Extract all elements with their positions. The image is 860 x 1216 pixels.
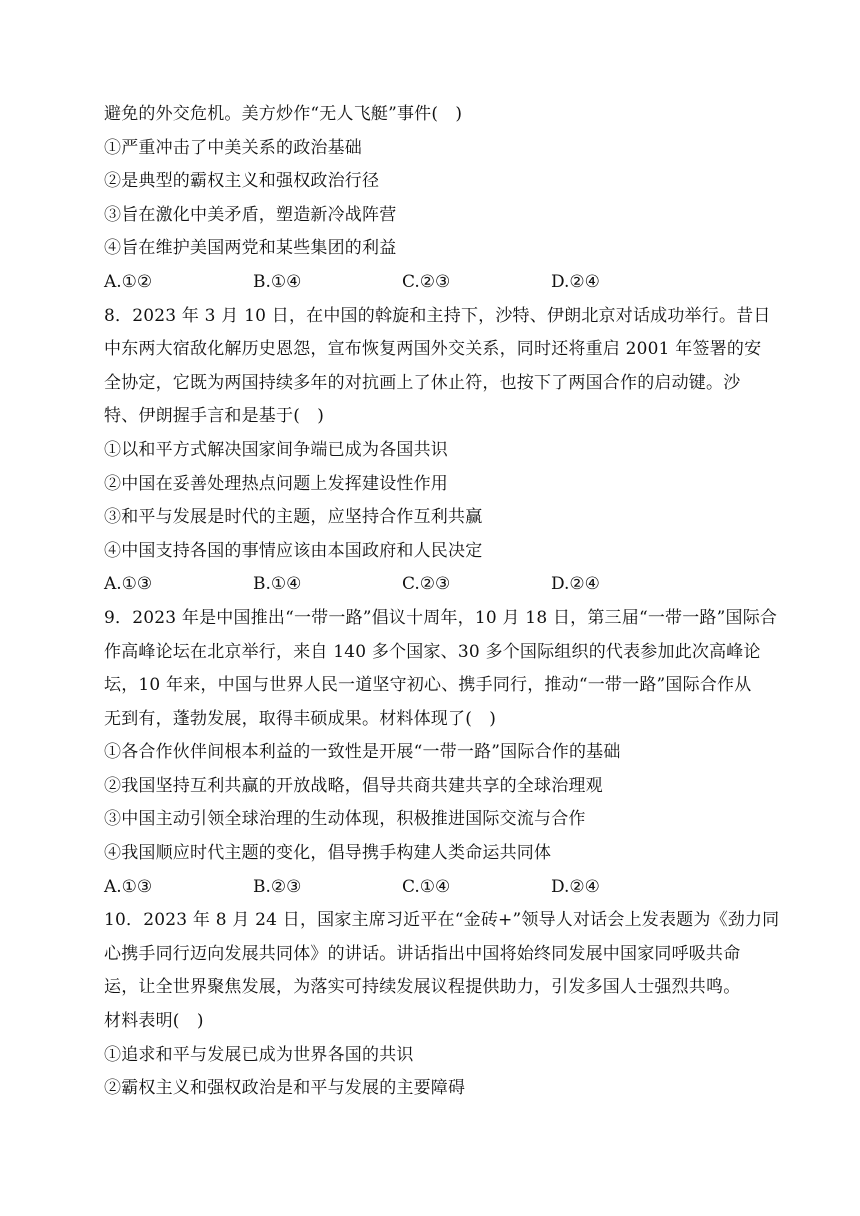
answer-statement: ①严重冲击了中美关系的政治基础 xyxy=(104,137,362,158)
answer-statement: ①追求和平与发展已成为世界各国的共识 xyxy=(104,1044,414,1065)
choice-d: D.②④ xyxy=(551,574,600,595)
answer-statement: ②中国在妥善处理热点问题上发挥建设性作用 xyxy=(104,473,448,494)
answer-statement: ③旨在激化中美矛盾，塑造新冷战阵营 xyxy=(104,204,397,225)
question-stem-line: 坛，10 年来，中国与世界人民一道坚守初心、携手同行，推动“一带一路”国际合作从 xyxy=(104,675,752,696)
answer-statement: ④我国顺应时代主题的变化，倡导携手构建人类命运共同体 xyxy=(104,843,552,864)
answer-statement: ①以和平方式解决国家间争端已成为各国共识 xyxy=(104,439,448,460)
answer-statement: ②霸权主义和强权政治是和平与发展的主要障碍 xyxy=(104,1078,466,1099)
question-stem-line: 避免的外交危机。美方炒作“无人飞艇”事件( ) xyxy=(104,104,463,124)
answer-statement: ①各合作伙伴间根本利益的一致性是开展“一带一路”国际合作的基础 xyxy=(104,742,621,763)
answer-statement: ②是典型的霸权主义和强权政治行径 xyxy=(104,171,380,192)
question-stem-line: 全协定，它既为两国持续多年的对抗画上了休止符，也按下了两国合作的启动键。沙 xyxy=(104,372,741,393)
question-stem-line: 无到有，蓬勃发展，取得丰硕成果。材料体现了( ) xyxy=(104,708,497,729)
choice-options xyxy=(104,871,764,905)
answer-statement: ②我国坚持互利共赢的开放战略，倡导共商共建共享的全球治理观 xyxy=(104,775,603,796)
choice-a: A.①③ xyxy=(104,574,153,595)
question-stem-line: 材料表明( ) xyxy=(104,1011,204,1032)
question-stem-line: 中东两大宿敌化解历史恩怨，宣布恢复两国外交关系，同时还将重启 2001 年签署的安 xyxy=(104,339,762,360)
choice-c: C.②③ xyxy=(402,574,451,595)
choice-a: A.①② xyxy=(104,271,153,292)
choice-a: A.①③ xyxy=(104,876,153,897)
question-stem-line: 运，让全世界聚焦发展，为落实可持续发展议程提供助力，引发多国人士强烈共鸣。 xyxy=(104,977,741,998)
answer-statement: ③中国主动引领全球治理的生动体现，积极推进国际交流与合作 xyxy=(104,809,586,830)
answer-statement: ③和平与发展是时代的主题，应坚持合作互利共赢 xyxy=(104,507,483,528)
question-stem-line: 作高峰论坛在北京举行，来自 140 多个国家、30 多个国际组织的代表参加此次高峰论 xyxy=(104,641,761,662)
question-stem-line: 心携手同行迈向发展共同体》的讲话。讲话指出中国将始终同发展中国家同呼吸共命 xyxy=(104,943,741,964)
choice-options xyxy=(104,568,764,602)
question-stem-line: 9．2023 年是中国推出“一带一路”倡议十周年，10 月 18 日，第三届“一带一路”国际合 xyxy=(104,607,778,628)
question-10 xyxy=(104,904,780,1106)
choice-c: C.②③ xyxy=(402,271,451,292)
choice-b: B.①④ xyxy=(253,574,302,595)
choice-d: D.②④ xyxy=(551,271,600,292)
question-stem-line: 8．2023 年 3 月 10 日，在中国的斡旋和主持下，沙特、伊朗北京对话成功举行。昔日 xyxy=(104,305,771,326)
choice-b: B.②③ xyxy=(253,876,302,897)
question-7 xyxy=(104,98,764,300)
question-stem-line: 10．2023 年 8 月 24 日，国家主席习近平在“金砖+”领导人对话会上发表题为《劲力同 xyxy=(104,910,780,931)
question-stem-line: 特、伊朗握手言和是基于( ) xyxy=(104,406,325,427)
choice-options xyxy=(104,266,764,300)
question-8 xyxy=(104,300,771,602)
choice-d: D.②④ xyxy=(551,876,600,897)
choice-b: B.①④ xyxy=(253,271,302,292)
exam-page xyxy=(104,98,780,1106)
question-9 xyxy=(104,602,778,904)
answer-statement: ④中国支持各国的事情应该由本国政府和人民决定 xyxy=(104,540,483,561)
choice-c: C.①④ xyxy=(402,876,451,897)
answer-statement: ④旨在维护美国两党和某些集团的利益 xyxy=(104,238,397,259)
